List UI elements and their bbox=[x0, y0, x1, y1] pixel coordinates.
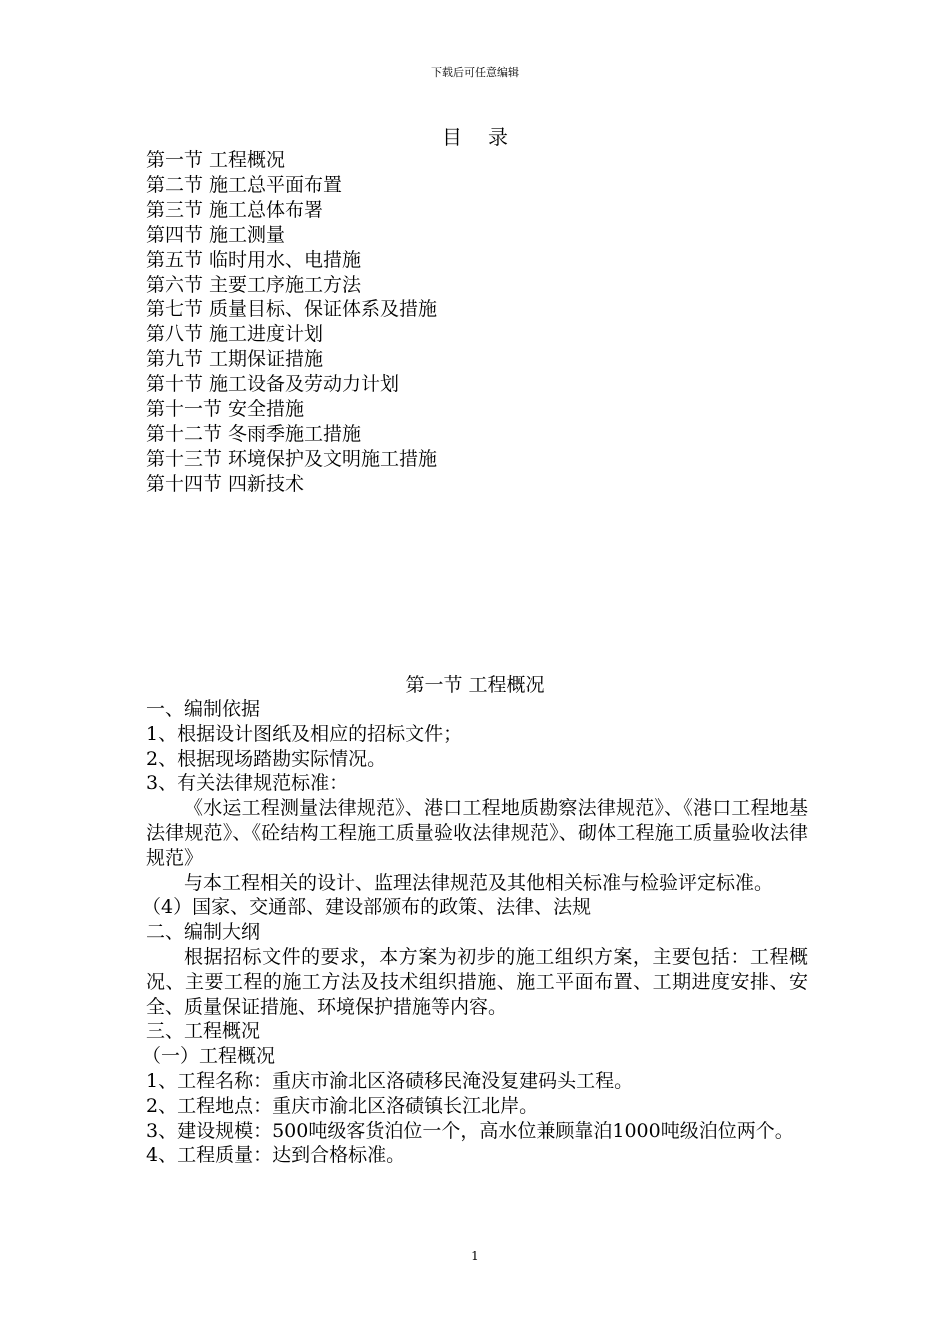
body-line: 3、有关法律规范标准： bbox=[146, 772, 349, 795]
page-number: 1 bbox=[471, 1249, 479, 1263]
toc-title bbox=[0, 124, 950, 150]
body-line: 2、工程地点：重庆市渝北区洛碛镇长江北岸。 bbox=[146, 1094, 539, 1117]
section-body bbox=[142, 697, 808, 1168]
toc-item: 第一节 工程概况 bbox=[146, 149, 286, 171]
section-title: 第一节 工程概况 bbox=[405, 674, 545, 696]
toc-item: 第三节 施工总体布署 bbox=[146, 198, 324, 221]
toc-item: 第十二节 冬雨季施工措施 bbox=[146, 422, 362, 445]
toc-item: 第八节 施工进度计划 bbox=[146, 323, 324, 346]
toc-item: 第十三节 环境保护及文明施工措施 bbox=[146, 447, 438, 470]
toc-item: 第十四节 四新技术 bbox=[146, 472, 305, 495]
toc-item: 第四节 施工测量 bbox=[146, 223, 286, 246]
toc-title-char-1: 目 bbox=[442, 125, 462, 149]
toc-title-char-2: 录 bbox=[488, 125, 508, 149]
toc-item: 第二节 施工总平面布置 bbox=[146, 173, 343, 196]
body-line: 1、根据设计图纸及相应的招标文件； bbox=[146, 722, 463, 745]
toc-item: 第七节 质量目标、保证体系及措施 bbox=[146, 298, 438, 321]
toc-item: 第十节 施工设备及劳动力计划 bbox=[146, 373, 400, 396]
toc-item: 第九节 工期保证措施 bbox=[146, 348, 324, 371]
body-line: 2、根据现场踏勘实际情况。 bbox=[146, 747, 387, 770]
standards-paragraph: 《水运工程测量法律规范》、港口工程地质勘察法律规范》、《港口工程地基法律规范》、《砼结构工程施工质量验收法律规范》、砌体工程施工质量验收法律规范》 bbox=[146, 797, 808, 869]
body-line: 1、工程名称：重庆市渝北区洛碛移民淹没复建码头工程。 bbox=[146, 1069, 634, 1092]
body-line: 3、建设规模：500吨级客货泊位一个，高水位兼顾靠泊1000吨级泊位两个。 bbox=[146, 1119, 794, 1142]
table-of-contents bbox=[146, 148, 806, 497]
subheading-overview: （一）工程概况 bbox=[142, 1045, 276, 1068]
heading-overview: 三、工程概况 bbox=[146, 1020, 261, 1043]
page-header: 下载后可任意编辑 bbox=[431, 66, 519, 79]
heading-outline: 二、编制大纲 bbox=[146, 921, 261, 944]
body-line: 4、工程质量：达到合格标准。 bbox=[146, 1144, 406, 1167]
related-standards-paragraph: 与本工程相关的设计、监理法律规范及其他相关标准与检验评定标准。 bbox=[184, 871, 774, 894]
body-line: （4）国家、交通部、建设部颁布的政策、法律、法规 bbox=[142, 896, 592, 919]
toc-item: 第六节 主要工序施工方法 bbox=[146, 273, 362, 296]
toc-item: 第五节 临时用水、电措施 bbox=[146, 248, 362, 271]
heading-basis: 一、编制依据 bbox=[146, 698, 261, 720]
outline-paragraph: 根据招标文件的要求，本方案为初步的施工组织方案，主要包括：工程概况、主要工程的施工方法及技术组织措施、施工平面布置、工期进度安排、安全、质量保证措施、环境保护措施等内容。 bbox=[146, 945, 808, 1018]
toc-item: 第十一节 安全措施 bbox=[146, 398, 305, 421]
